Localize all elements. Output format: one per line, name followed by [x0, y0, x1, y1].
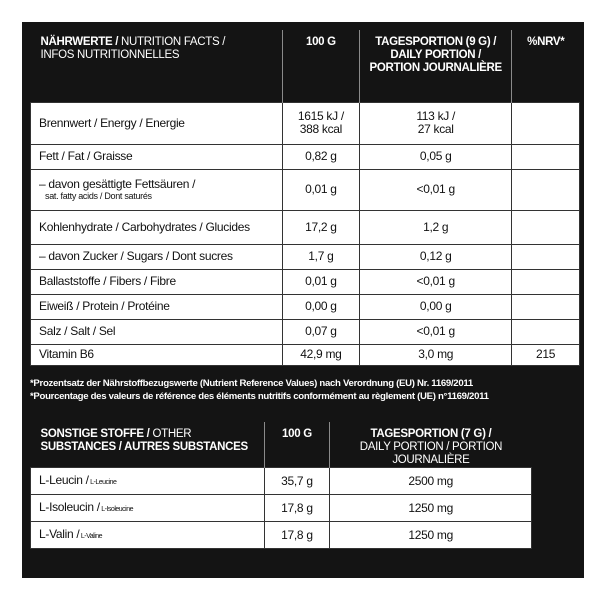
- row-portion: 1250 mg: [330, 522, 532, 549]
- footnote-de: *Prozentsatz der Nährstoffbezugswerte (Nutrient Reference Values) nach Verordnung (EU) Nr. 1169/2011: [30, 378, 473, 389]
- table-row: [31, 468, 532, 495]
- row-portion: <0,01 g: [360, 269, 512, 294]
- row-100g: 17,8 g: [264, 522, 330, 549]
- row-label: L-Leucin / L-Leucine: [31, 468, 265, 495]
- row-label: – davon gesättigte Fettsäuren / sat. fatty acids / Dont saturés: [31, 169, 283, 210]
- row-label: Kohlenhydrate / Carbohydrates / Glucides: [31, 210, 283, 244]
- row-label: Eiweiß / Protein / Protéine: [31, 294, 283, 319]
- row-100g: 17,2 g: [282, 210, 360, 244]
- table-row: [31, 102, 580, 144]
- row-portion: 1250 mg: [330, 495, 532, 522]
- row-label: – davon Zucker / Sugars / Dont sucres: [31, 244, 283, 269]
- table-row: [31, 210, 580, 244]
- row-100g: 0,82 g: [282, 144, 360, 169]
- row-nrv: 215: [512, 344, 580, 365]
- row-portion: 0,00 g: [360, 294, 512, 319]
- row-portion: <0,01 g: [360, 169, 512, 210]
- row-100g: 1,7 g: [282, 244, 360, 269]
- row-portion: 0,05 g: [360, 144, 512, 169]
- row-100g: 35,7 g: [264, 468, 330, 495]
- row-nrv: [512, 294, 580, 319]
- row-nrv: [512, 244, 580, 269]
- row-label: Vitamin B6: [31, 344, 283, 365]
- row-portion: 0,12 g: [360, 244, 512, 269]
- row-label: Salz / Salt / Sel: [31, 319, 283, 344]
- table-row: [31, 495, 532, 522]
- row-nrv: [512, 319, 580, 344]
- row-nrv: [512, 102, 580, 144]
- row-nrv: [512, 144, 580, 169]
- row-portion: 1,2 g: [360, 210, 512, 244]
- table-row: [31, 344, 580, 365]
- nutrition-table: [30, 30, 580, 366]
- table-row: [31, 169, 580, 210]
- row-nrv: [512, 210, 580, 244]
- header-daily-portion: TAGESPORTION (7 G) / DAILY PORTION / PORTION JOURNALIÈRE: [359, 428, 503, 466]
- header-nrv: %NRV*: [527, 36, 565, 48]
- other-substances-table: [30, 422, 532, 549]
- row-label: Fett / Fat / Graisse: [31, 144, 283, 169]
- footnote-fr: *Pourcentage des valeurs de référence des éléments nutritifs conformément au règlement (UE) n°1169/2011: [30, 391, 489, 402]
- table-row: [31, 244, 580, 269]
- row-label: Ballaststoffe / Fibers / Fibre: [31, 269, 283, 294]
- table-row: [31, 294, 580, 319]
- row-portion: 3,0 mg: [360, 344, 512, 365]
- table-row: [31, 522, 532, 549]
- row-portion: <0,01 g: [360, 319, 512, 344]
- header-100g: 100 G: [282, 30, 360, 102]
- row-portion: 2500 mg: [330, 468, 532, 495]
- header-other-substances: SONSTIGE STOFFE / OTHER SUBSTANCES / AUTRES SUBSTANCES: [31, 422, 265, 468]
- row-label: L-Isoleucin / L-Isoleucine: [31, 495, 265, 522]
- row-100g: 0,07 g: [282, 319, 360, 344]
- row-label: Brennwert / Energy / Energie: [31, 102, 283, 144]
- row-100g: 0,01 g: [282, 269, 360, 294]
- row-sublabel: sat. fatty acids / Dont saturés: [45, 191, 152, 201]
- header-daily-portion: TAGESPORTION (9 G) / DAILY PORTION / PORTION JOURNALIÈRE: [360, 30, 512, 102]
- nutrition-header-row: [31, 30, 580, 102]
- table-row: [31, 319, 580, 344]
- header-nutrition-facts: NÄHRWERTE / NUTRITION FACTS / INFOS NUTRITIONNELLES: [31, 30, 283, 102]
- row-100g: 17,8 g: [264, 495, 330, 522]
- other-header-row: [31, 422, 532, 468]
- header-100g: 100 G: [264, 422, 330, 468]
- table-row: [31, 144, 580, 169]
- row-label: L-Valin / L-Valine: [31, 522, 265, 549]
- row-portion: 113 kJ / 27 kcal: [360, 102, 512, 144]
- nutrition-panel: [22, 22, 584, 578]
- row-nrv: [512, 269, 580, 294]
- row-100g: 1615 kJ / 388 kcal: [282, 102, 360, 144]
- table-row: [31, 269, 580, 294]
- row-100g: 0,01 g: [282, 169, 360, 210]
- row-100g: 42,9 mg: [282, 344, 360, 365]
- row-100g: 0,00 g: [282, 294, 360, 319]
- row-nrv: [512, 169, 580, 210]
